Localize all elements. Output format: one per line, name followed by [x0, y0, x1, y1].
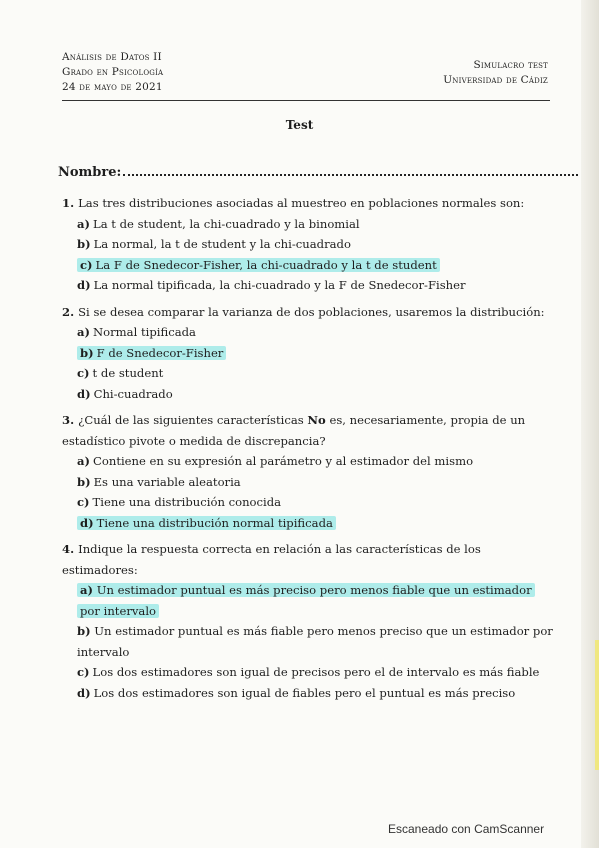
question-2-text: 2. Si se desea comparar la varianza de dos poblaciones, usaremos la distribución: — [62, 304, 545, 319]
header-left — [62, 50, 163, 95]
question-4 — [62, 539, 554, 703]
header-divider — [62, 100, 550, 101]
question-3-text: 3. ¿Cuál de las siguientes características No es, necesariamente, propia de un estadístico pivote o medida de discrepancia? — [62, 413, 526, 448]
option-3a: a) Contiene en su expresión al parámetro y al estimador del mismo — [77, 454, 474, 468]
option-2a: a) Normal tipificada — [77, 325, 196, 339]
question-list — [62, 193, 554, 709]
question-1-text: 1. Las tres distribuciones asociadas al muestreo en poblaciones normales son: — [62, 196, 525, 210]
yellow-marker-edge — [595, 640, 599, 770]
course-name: Análisis de Datos II — [62, 51, 162, 63]
scanner-watermark: Escaneado con CamScanner — [388, 822, 545, 836]
option-1b: b) La normal, la t de student y la chi-cuadrado — [77, 237, 351, 251]
option-4a-highlighted: a) Un estimador puntual es más preciso pero menos fiable que un estimador por intervalo — [62, 580, 554, 621]
option-3c: c) Tiene una distribución conocida — [77, 495, 282, 509]
header-right — [443, 58, 548, 88]
degree-name: Grado en Psicología — [62, 66, 164, 78]
name-dotted-line — [123, 164, 578, 176]
option-2d: d) Chi-cuadrado — [77, 386, 173, 401]
university-name: Universidad de Cádiz — [443, 74, 548, 86]
option-4d: d) Los dos estimadores son igual de fiables pero el puntual es más preciso — [77, 685, 516, 700]
option-2c: c) t de student — [77, 366, 164, 380]
option-3d-highlighted: d) Tiene una distribución normal tipificada — [62, 513, 554, 534]
page-title: Test — [285, 118, 314, 132]
exam-type: Simulacro test — [473, 59, 548, 71]
option-4c: c) Los dos estimadores son igual de precisos pero el de intervalo es más fiable — [77, 665, 540, 679]
option-2b-highlighted: b) F de Snedecor-Fisher — [62, 343, 554, 364]
name-field — [58, 164, 578, 180]
question-2 — [62, 302, 554, 405]
option-1c-highlighted: c) La F de Snedecor-Fisher, la chi-cuadrado y la t de student — [62, 255, 554, 276]
option-1d: d) La normal tipificada, la chi-cuadrado y la F de Snedecor-Fisher — [77, 278, 466, 292]
question-1 — [62, 193, 554, 296]
exam-date: 24 de mayo de 2021 — [62, 81, 163, 93]
name-label: Nombre: — [58, 165, 122, 180]
question-4-text: 4. Indique la respuesta correcta en relación a las características de los estimadores: — [62, 542, 481, 577]
option-4b: b) Un estimador puntual es más fiable pero menos preciso que un estimador por intervalo — [77, 624, 553, 659]
question-3 — [62, 410, 554, 533]
option-1a: a) La t de student, la chi-cuadrado y la binomial — [77, 216, 360, 231]
option-3b: b) Es una variable aleatoria — [77, 474, 241, 489]
